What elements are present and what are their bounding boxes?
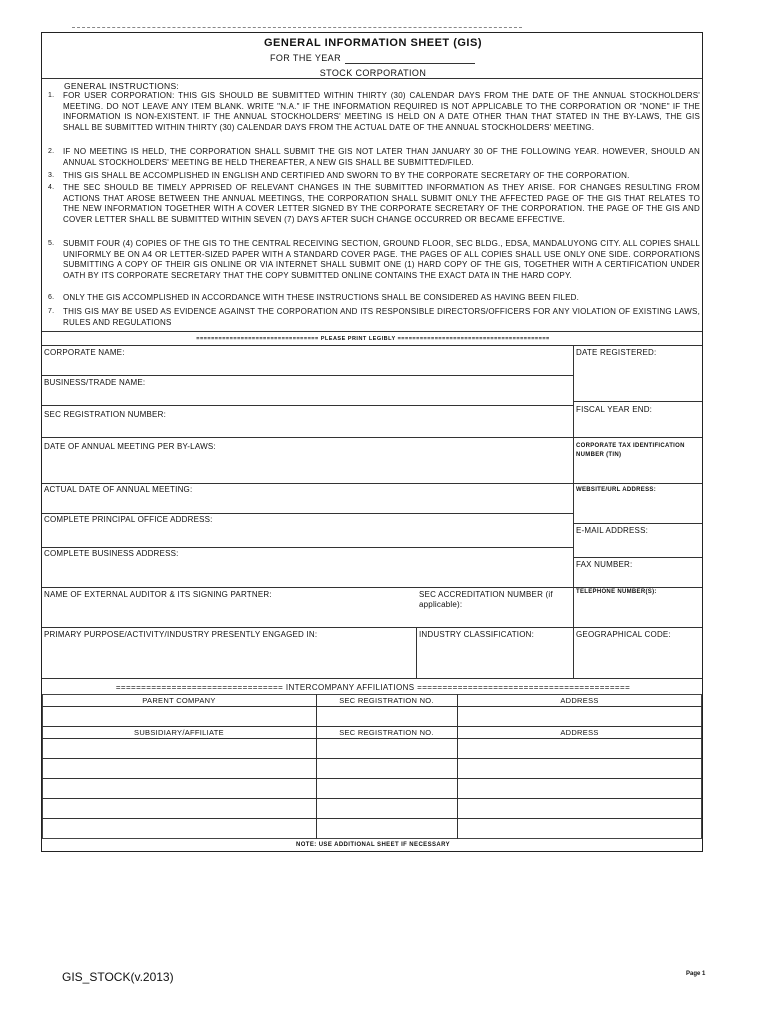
corporation-type: STOCK CORPORATION <box>319 68 427 78</box>
geographical-code-field[interactable] <box>574 627 702 678</box>
form-version: GIS_STOCK(v.2013) <box>62 970 174 984</box>
date-registered-field[interactable] <box>574 345 702 401</box>
date-registered-label: DATE REGISTERED: <box>576 348 657 357</box>
tin-label: CORPORATE TAX IDENTIFICATION NUMBER (TIN) <box>576 443 685 458</box>
corporate-name-field[interactable] <box>42 345 573 375</box>
sec-registration-number-label: SEC REGISTRATION NUMBER: <box>44 410 166 419</box>
instruction-number: 6. <box>48 294 55 301</box>
geographical-code-label: GEOGRAPHICAL CODE: <box>576 630 671 639</box>
additional-sheet-note: NOTE: USE ADDITIONAL SHEET IF NECESSARY <box>295 842 451 848</box>
instruction-number: 7. <box>48 308 55 315</box>
instruction-item <box>48 307 700 328</box>
parent-company-header: PARENT COMPANY <box>142 696 216 705</box>
sec-accreditation-field[interactable] <box>417 587 573 627</box>
external-auditor-field[interactable] <box>42 587 416 627</box>
external-auditor-label: NAME OF EXTERNAL AUDITOR & ITS SIGNING PARTNER: <box>44 590 272 599</box>
year-input-line[interactable] <box>345 63 475 64</box>
annual-meeting-bylaws-field[interactable] <box>42 437 573 483</box>
page-number: Page 1 <box>686 971 706 977</box>
industry-classification-field[interactable] <box>417 627 573 678</box>
subsidiary-header: SUBSIDIARY/AFFILIATE <box>134 728 224 737</box>
subsidiary-row[interactable] <box>42 778 702 798</box>
email-field[interactable] <box>574 523 702 557</box>
instruction-item <box>48 147 700 168</box>
sec-registration-number-field[interactable] <box>42 405 573 437</box>
primary-purpose-label: PRIMARY PURPOSE/ACTIVITY/INDUSTRY PRESENTLY ENGAGED IN: <box>44 630 318 639</box>
instruction-text: IF NO MEETING IS HELD, THE CORPORATION SHALL SUBMIT THE GIS NOT LATER THAN JANUARY 30 OF THE FOLLOWING YEAR. HOWEVER, SHOULD AN ANNUAL STOCKHOLDERS' MEETING BE HELD THEREAFTER, A NEW GIS SHALL BE SUBMITTED/FILED. <box>63 147 700 167</box>
divider <box>42 78 702 79</box>
business-trade-name-field[interactable] <box>42 375 573 405</box>
instruction-item <box>48 171 700 182</box>
instruction-item <box>48 239 700 281</box>
instruction-number: 3. <box>48 172 55 179</box>
instruction-number: 5. <box>48 240 55 247</box>
website-label: WEBSITE/URL ADDRESS: <box>576 487 657 493</box>
subsidiary-row[interactable] <box>42 738 702 758</box>
subsidiary-row[interactable] <box>42 818 702 839</box>
print-legibly-banner: ================================= PLEASE PRINT LEGIBLY ========================================= <box>196 336 550 342</box>
actual-annual-meeting-field[interactable] <box>42 483 573 513</box>
primary-purpose-field[interactable] <box>42 627 416 678</box>
instruction-text: THE SEC SHOULD BE TIMELY APPRISED OF RELEVANT CHANGES IN THE SUBMITTED INFORMATION AS THEY ARISE. FOR CHANGES RESULTING FROM ACTIONS THAT AROSE BETWEEN THE ANNUAL MEETINGS, THE CORPORATION SHALL SUBMIT ONLY THE AFFECTED PAGE OF THE GIS THAT RELATES TO THE NEW INFORMATION TOGETHER WITH A COVER LETTER SIGNED BY THE CORPORATE SECRETARY OF THE CORPORATION. THE PAGE OF THE GIS AND COVER LETTER SHALL BE SUBMITTED WITHIN SEVEN (7) DAYS AFTER SUCH CHANGE OCCURRED OR BECAME EFFECTIVE. <box>63 183 700 224</box>
parent-company-row[interactable] <box>42 706 702 726</box>
instruction-item <box>48 183 700 225</box>
actual-annual-meeting-label: ACTUAL DATE OF ANNUAL MEETING: <box>44 485 193 494</box>
form-title: GENERAL INFORMATION SHEET (GIS) <box>264 37 482 49</box>
sec-accreditation-label: SEC ACCREDITATION NUMBER (if applicable): <box>419 590 553 609</box>
gis-form <box>41 32 703 852</box>
subsidiary-address-header: ADDRESS <box>560 728 599 737</box>
subsidiary-row[interactable] <box>42 758 702 778</box>
parent-sec-reg-header: SEC REGISTRATION NO. <box>339 696 434 705</box>
fax-field[interactable] <box>574 557 702 587</box>
instruction-text: FOR USER CORPORATION: THIS GIS SHOULD BE SUBMITTED WITHIN THIRTY (30) CALENDAR DAYS FROM THE DATE OF THE ANNUAL STOCKHOLDERS' MEETING. DO NOT LEAVE ANY ITEM BLANK. WRITE "N.A." IF THE INFORMATION REQUIRED IS NOT APPLICABLE TO THE CORPORATION OR "NONE" IF THE INFORMATION IS NON-EXISTENT. IF THE ANNUAL STOCKHOLDERS' MEETING IS HELD ON A DATE OTHER THAN THAT STATED IN THE BY-LAWS, THE GIS SHALL BE SUBMITTED WITHIN THIRTY (30) CALENDAR DAYS FROM THE ACTUAL DATE OF THE ANNUAL STOCKHOLDERS' MEETING. <box>63 91 700 132</box>
divider <box>42 678 702 679</box>
subsidiary-row[interactable] <box>42 798 702 818</box>
tin-field[interactable] <box>574 437 702 483</box>
divider <box>42 331 702 332</box>
instructions-heading: GENERAL INSTRUCTIONS: <box>64 81 180 91</box>
top-dashed-line <box>72 27 522 28</box>
fiscal-year-end-label: FISCAL YEAR END: <box>576 405 653 414</box>
business-trade-name-label: BUSINESS/TRADE NAME: <box>44 378 146 387</box>
telephone-field[interactable] <box>574 587 702 627</box>
principal-office-address-field[interactable] <box>42 513 573 547</box>
industry-classification-label: INDUSTRY CLASSIFICATION: <box>419 630 535 639</box>
corporate-name-label: CORPORATE NAME: <box>44 348 125 357</box>
for-the-year-label: FOR THE YEAR <box>270 53 341 63</box>
annual-meeting-bylaws-label: DATE OF ANNUAL MEETING PER BY-LAWS: <box>44 442 216 451</box>
business-address-field[interactable] <box>42 547 573 587</box>
fiscal-year-end-field[interactable] <box>574 401 702 437</box>
instruction-text: THIS GIS MAY BE USED AS EVIDENCE AGAINST THE CORPORATION AND ITS RESPONSIBLE DIRECTORS/OFFICERS FOR ANY VIOLATION OF EXISTING LAWS, RULES AND REGULATIONS <box>63 307 700 327</box>
subsidiary-sec-reg-header: SEC REGISTRATION NO. <box>339 728 434 737</box>
affiliations-title: ================================= INTERCOMPANY AFFILIATIONS ========================================== <box>115 683 631 692</box>
website-field[interactable] <box>574 483 702 523</box>
instruction-text: THIS GIS SHALL BE ACCOMPLISHED IN ENGLISH AND CERTIFIED AND SWORN TO BY THE CORPORATE SECRETARY OF THE CORPORATION. <box>63 171 630 180</box>
instruction-item <box>48 91 700 133</box>
instruction-text: SUBMIT FOUR (4) COPIES OF THE GIS TO THE CENTRAL RECEIVING SECTION, GROUND FLOOR, SEC BLDG., EDSA, MANDALUYONG CITY. ALL COPIES SHALL UNIFORMLY BE ON A4 OR LETTER-SIZED PAPER WITH A STANDARD COVER PAGE. THE PAGES OF ALL COPIES SHALL USE ONLY ONE SIDE. CORPORATIONS SUBMITTING A COPY OF THEIR GIS ONLINE OR VIA INTERNET SHALL SUBMIT ONE (1) HARD COPY OF THE GIS, TOGETHER WITH A CERTIFICATION UNDER OATH BY ITS CORPORATE SECRETARY THAT THE COPY SUBMITTED ONLINE CONTAINS THE EXACT DATA IN THE HARD COPY. <box>63 239 700 280</box>
telephone-label: TELEPHONE NUMBER(S): <box>576 589 657 595</box>
instruction-number: 2. <box>48 148 55 155</box>
instruction-item <box>48 293 700 304</box>
instruction-text: ONLY THE GIS ACCOMPLISHED IN ACCORDANCE WITH THESE INSTRUCTIONS SHALL BE CONSIDERED AS HAVING BEEN FILED. <box>63 293 580 302</box>
email-label: E-MAIL ADDRESS: <box>576 526 649 535</box>
instruction-number: 4. <box>48 184 55 191</box>
parent-address-header: ADDRESS <box>560 696 599 705</box>
principal-office-address-label: COMPLETE PRINCIPAL OFFICE ADDRESS: <box>44 515 213 524</box>
fax-label: FAX NUMBER: <box>576 560 633 569</box>
divider <box>42 726 702 727</box>
instruction-number: 1. <box>48 92 55 99</box>
business-address-label: COMPLETE BUSINESS ADDRESS: <box>44 549 179 558</box>
